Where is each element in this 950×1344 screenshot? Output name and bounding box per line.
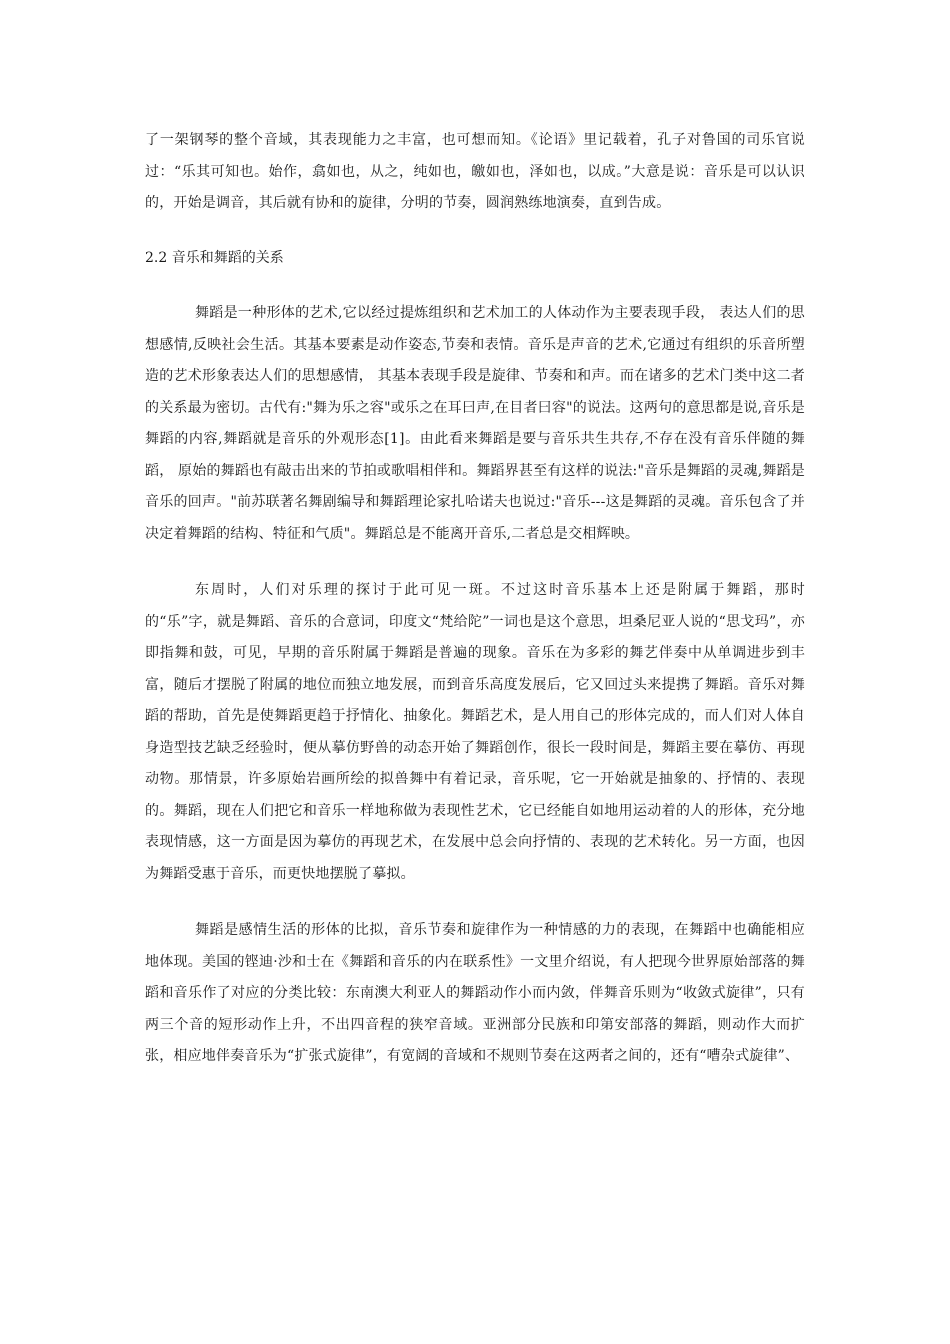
document-page <box>145 125 805 1073</box>
intro-paragraph: 了一架钢琴的整个音域，其表现能力之丰富，也可想而知。《论语》里记载着，孔子对鲁国的司乐官说过：“乐其可知也。始作，翕如也，从之，纯如也，皦如也，泽如也，以成。”大意是说：音乐是可以认识的，开始是调音，其后就有协和的旋律，分明的节奏，圆润熟练地演奏，直到告成。 <box>145 132 805 211</box>
body-paragraph-1: 舞蹈是一种形体的艺术,它以经过提炼组织和艺术加工的人体动作为主要表现手段， 表达人们的思想感情,反映社会生活。其基本要素是动作姿态,节奏和表情。音乐是声音的艺术,它通过有组织的乐音所塑造的艺术形象表达人们的思想感情， 其基本表现手段是旋律、节奏和和声。而在诸多的艺术门类中这二者的关系最为密切。古代有:"舞为乐之容"或乐之在耳曰声,在目者曰容"的说法。这两句的意思都是说,音乐是舞蹈的内容,舞蹈就是音乐的外观形态[1]。由此看来舞蹈是要与音乐共生共存,不存在没有音乐伴随的舞蹈， 原始的舞蹈也有敲击出来的节拍或歌唱相伴和。舞蹈界甚至有这样的说法:"音乐是舞蹈的灵魂,舞蹈是音乐的回声。"前苏联著名舞剧编导和舞蹈理论家扎哈诺夫也说过:"音乐---这是舞蹈的灵魂。音乐包含了并决定着舞蹈的结构、特征和气质"。舞蹈总是不能离开音乐,二者总是交相辉映。 <box>145 305 805 542</box>
body-paragraph-3: 舞蹈是感情生活的形体的比拟，音乐节奏和旋律作为一种情感的力的表现，在舞蹈中也确能相应地体现。美国的铿迪·沙和士在《舞蹈和音乐的内在联系性》一文里介绍说，有人把现今世界原始部落的舞蹈和音乐作了对应的分类比较：东南澳大利亚人的舞蹈动作小而内敛，伴舞音乐则为“收敛式旋律”，只有两三个音的短形动作上升，不出四音程的狭窄音域。亚洲部分民族和印第安部落的舞蹈，则动作大而扩张，相应地伴奏音乐为“扩张式旋律”，有宽阔的音域和不规则节奏在这两者之间的，还有“嘈杂式旋律”、 <box>145 922 805 1064</box>
body-paragraph-2: 东周时，人们对乐理的探讨于此可见一斑。不过这时音乐基本上还是附属于舞蹈，那时的“乐”字，就是舞蹈、音乐的合意词，印度文“梵给陀”一词也是这个意思，坦桑尼亚人说的“思戈玛”，亦即指舞和鼓，可见，早期的音乐附属于舞蹈是普遍的现象。音乐在为多彩的舞艺伴奏中从单调进步到丰富，随后才摆脱了附属的地位而独立地发展，而到音乐高度发展后，它又回过头来提携了舞蹈。音乐对舞蹈的帮助，首先是使舞蹈更趋于抒情化、抽象化。舞蹈艺术，是人用自己的形体完成的，而人们对人体自身造型技艺缺乏经验时，便从摹仿野兽的动态开始了舞蹈创作，很长一段时间是，舞蹈主要在摹仿、再现动物。那情景，许多原始岩画所绘的拟兽舞中有着记录，音乐呢，它一开始就是抽象的、抒情的、表现的。舞蹈，现在人们把它和音乐一样地称做为表现性艺术，它已经能自如地用运动着的人的形体，充分地表现情感，这一方面是因为摹仿的再现艺术，在发展中总会向抒情的、表现的艺术转化。另一方面，也因为舞蹈受惠于音乐，而更快地摆脱了摹拟。 <box>145 582 805 882</box>
section-heading: 2.2 音乐和舞蹈的关系 <box>145 249 284 266</box>
